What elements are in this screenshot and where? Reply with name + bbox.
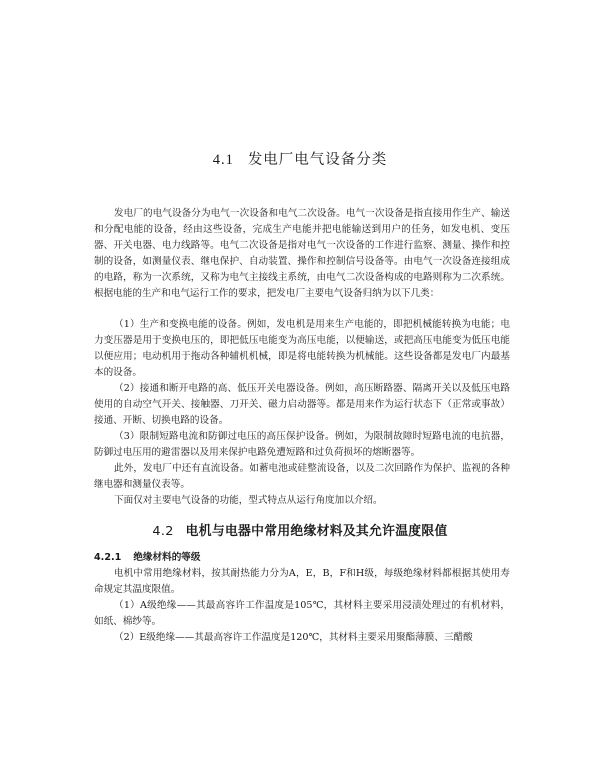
section-title: 电机与电器中常用绝缘材料及其允许温度限值 xyxy=(185,524,448,539)
subsection-number: 4.2.1 xyxy=(94,552,122,563)
section-number: 4.2 xyxy=(152,524,174,539)
section-title: 发电厂电气设备分类 xyxy=(247,152,388,168)
section-heading-4-2 xyxy=(0,520,600,539)
subsection-title: 绝缘材料的等级 xyxy=(133,552,201,563)
paragraph-item-3: （3）限制短路电流和防御过电压的高压保护设备。例如，为限制故障时短路电流的电抗器，防御过电压用的避雷器以及用来保护电路免遭短路和过负荷损坏的熔断器等。 xyxy=(94,431,510,458)
paragraph-class-e: （2）E级绝缘——其最高容许工作温度是120℃，其材料主要采用聚酯薄膜、三醋酸 xyxy=(114,632,473,643)
paragraph-insulation-classes: 电机中常用绝缘材料，按其耐热能力分为A，E，B，F和H级，每级绝缘材料都根据其使用寿命规定其温度限值。 xyxy=(94,568,510,595)
paragraph-closing: 下面仅对主要电气设备的功能，型式特点从运行角度加以介绍。 xyxy=(114,495,383,506)
paragraph-intro: 发电厂的电气设备分为电气一次设备和电气二次设备。电气一次设备是指直接用作生产、输送和分配电能的设备，经由这些设备，完成生产电能并把电能输送到用户的任务，如发电机、变压器、开关电器、电力线路等。电气二次设备是指对电气一次设备的工作进行监察、测量、操作和控制的设备，如测量仪表、继电保护、自动装置、操作和控制信号设备等。由电气一次设备连接组成的电路，称为一次系统，又称为电气主接线主系统，由电气二次设备构成的电路则称为二次系统。根据电能的生产和电气运行工作的要求，把发电厂主要电气设备归纳为以下几类： xyxy=(94,208,510,299)
section-number: 4.1 xyxy=(212,152,234,168)
paragraph-class-a: （1）A级绝缘——其最高容许工作温度是105℃，其材料主要采用浸渍处理过的有机材料，如纸、棉纱等。 xyxy=(94,600,510,627)
paragraph-item-1: （1）生产和变换电能的设备。例如，发电机是用来生产电能的，即把机械能转换为电能；电力变压器是用于变换电压的，即把低压电能变为高压电能，以便输送，或把高压电能变为低压电能以便应用；电动机用于拖动各种辅机机械，即是将电能转换为机械能。这些设备都是发电厂内最基本的设备。 xyxy=(94,319,510,378)
paragraph-dc-equipment: 此外，发电厂中还有直流设备。如蓄电池或硅整流设备，以及二次回路作为保护、监视的各种继电器和测量仪表等。 xyxy=(94,463,510,490)
section-heading-4-1 xyxy=(0,148,600,169)
paragraph-item-2: （2）接通和断开电路的高、低压开关电器设备。例如，高压断路器、隔离开关以及低压电路使用的自动空气开关、接触器、刀开关、磁力启动器等。都是用来作为运行状态下（正常或事故）接通、开断、切换电路的设备。 xyxy=(94,383,510,426)
subsection-heading-4-2-1 xyxy=(94,549,200,563)
